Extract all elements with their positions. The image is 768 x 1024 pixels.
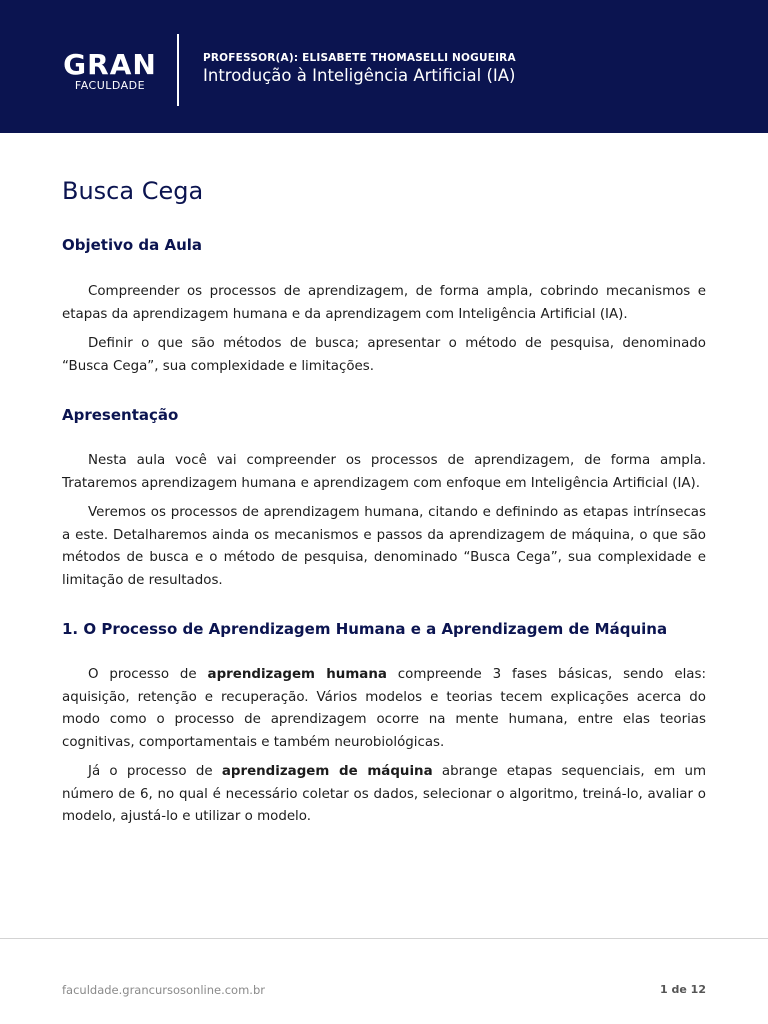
paragraph-text: Já o processo de: [88, 764, 222, 779]
paragraph: Veremos os processos de aprendizagem humana, citando e definindo as etapas intrínsecas a este. Detalharemos ainda os mecanismos e passos da aprendizagem de máquina, o que são métodos de busca e o método de pesquisa, denominado “Busca Cega”, sua complexidade e limitação de resultados.: [62, 505, 706, 588]
paragraph: Compreender os processos de aprendizagem, de forma ampla, cobrindo mecanismos e etapas da aprendizagem humana e da aprendizagem com Inteligência Artificial (IA).: [62, 284, 706, 322]
bold-term: aprendizagem de máquina: [221, 764, 433, 779]
header-divider: [177, 34, 179, 106]
paragraph: [62, 664, 706, 754]
section-heading-processo: 1. O Processo de Aprendizagem Humana e a Aprendizagem de Máquina: [62, 620, 668, 638]
paragraph-text: abrange etapas sequenciais, em um número de 6, no qual é necessário coletar os dados, selecionar o algoritmo, treiná-lo, avaliar o modelo, ajustá-lo e utilizar o modelo.: [62, 764, 706, 824]
document-body: [62, 174, 706, 829]
page-header: [0, 0, 768, 133]
paragraph: Nesta aula você vai compreender os processos de aprendizagem, de forma ampla. Trataremos aprendizagem humana e aprendizagem com enfoque em Inteligência Artificial (IA).: [62, 453, 706, 491]
paragraph: Definir o que são métodos de busca; apresentar o método de pesquisa, denominado “Busca Cega”, sua complexidade e limitações.: [62, 336, 706, 374]
section-heading-apresentacao: Apresentação: [62, 406, 179, 424]
course-title: Introdução à Inteligência Artificial (IA): [203, 66, 516, 85]
gran-faculdade-logo: [60, 50, 160, 92]
section-heading-objetivo: Objetivo da Aula: [62, 236, 203, 254]
logo-sub-text: FACULDADE: [74, 79, 146, 92]
logo-main-text: GRAN: [63, 48, 157, 81]
page-title: Busca Cega: [62, 177, 204, 205]
page-number: 1 de 12: [660, 983, 706, 996]
bold-term: aprendizagem humana: [207, 667, 387, 682]
professor-name: PROFESSOR(A): ELISABETE THOMASELLI NOGUEIRA: [203, 52, 516, 64]
paragraph: [62, 761, 706, 829]
footer-url: faculdade.grancursosonline.com.br: [62, 983, 265, 997]
paragraph-text: O processo de: [88, 667, 208, 682]
paragraph-text: compreende 3 fases básicas, sendo elas: aquisição, retenção e recuperação. Vários modelos e teorias tecem explicações acerca do modo como o processo de aprendizagem ocorre na mente humana, entre elas teorias cognitivas, comportamentais e também neurobiológicas.: [62, 667, 706, 750]
footer-divider: [0, 938, 768, 939]
